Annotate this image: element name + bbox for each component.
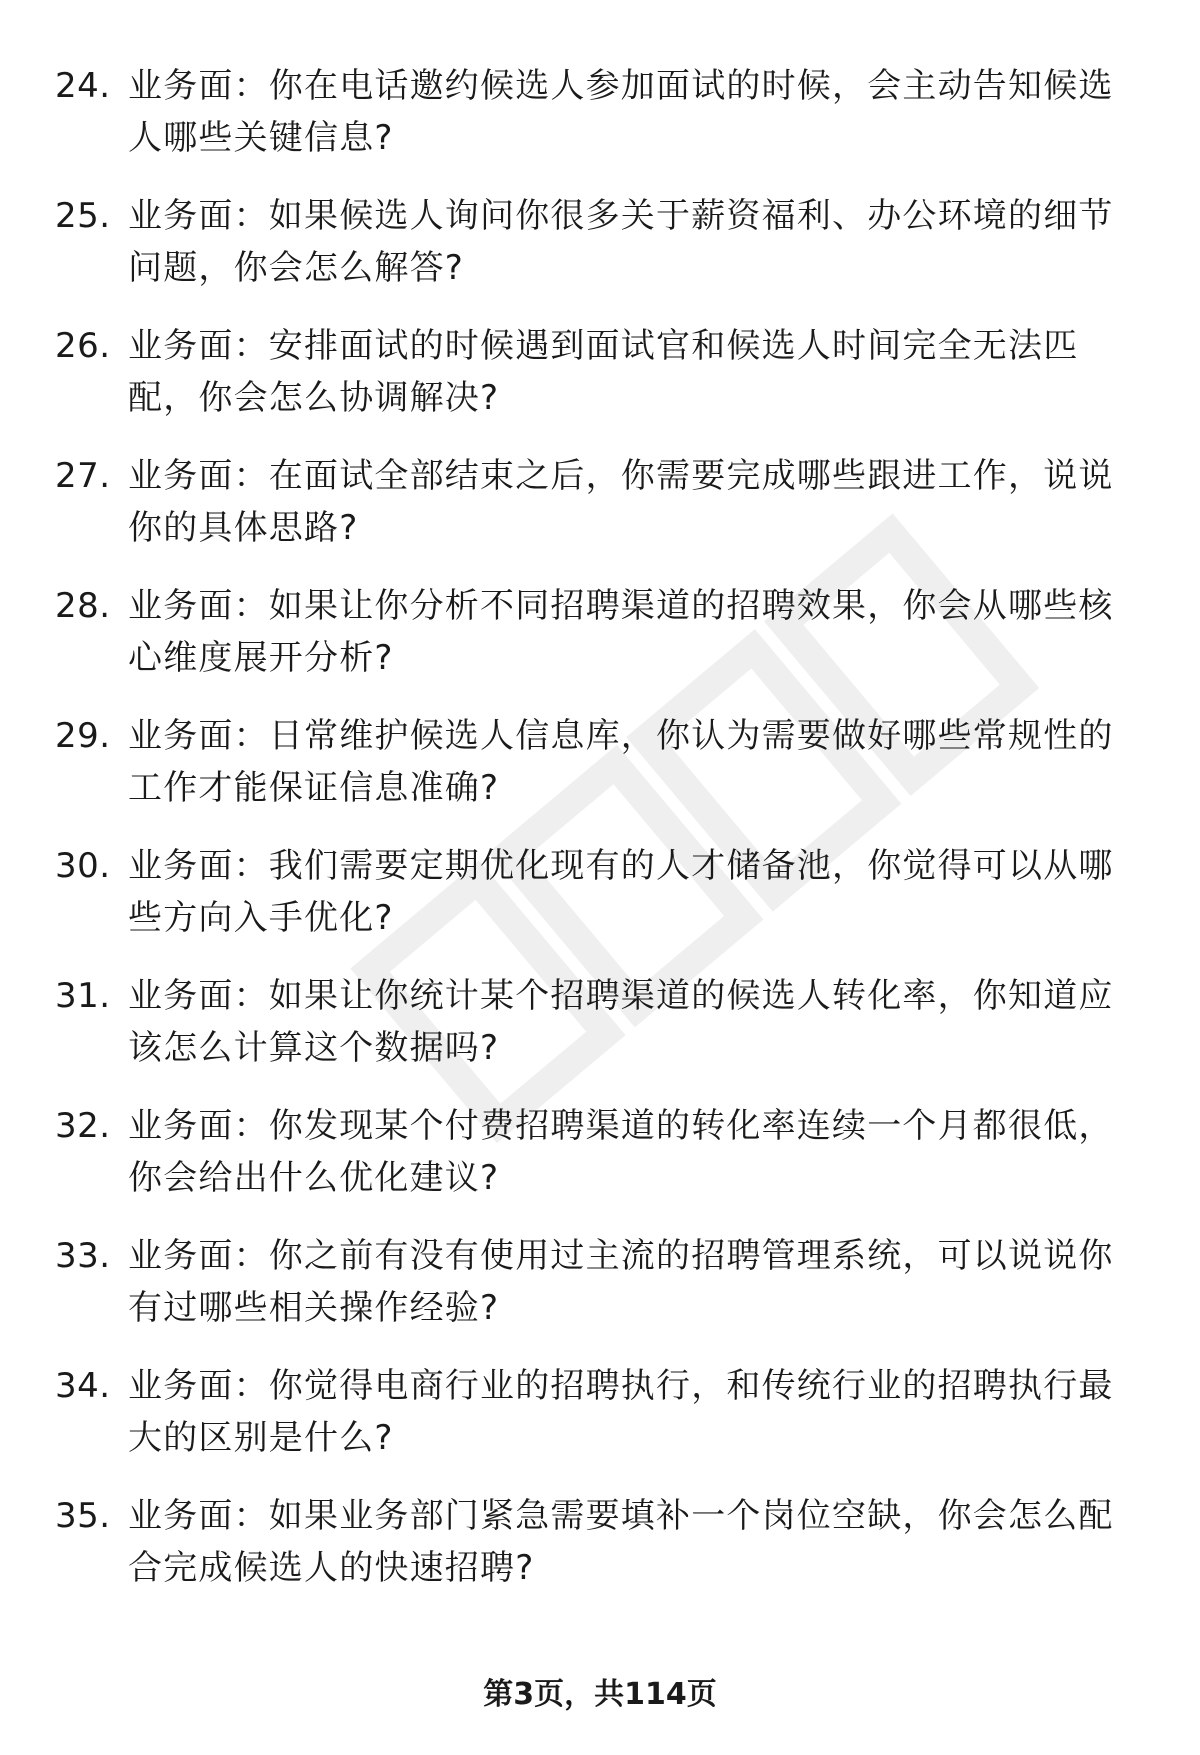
question-number: 24.	[55, 66, 111, 106]
question-text: 业务面：你觉得电商行业的招聘执行，和传统行业的招聘执行最大的区别是什么?	[128, 1366, 1114, 1458]
question-item	[0, 1230, 1200, 1360]
question-number: 26.	[55, 326, 111, 366]
question-text: 业务面：我们需要定期优化现有的人才储备池，你觉得可以从哪些方向入手优化?	[128, 846, 1114, 938]
question-text: 业务面：你在电话邀约候选人参加面试的时候，会主动告知候选人哪些关键信息?	[128, 66, 1114, 158]
question-number: 31.	[55, 976, 111, 1016]
question-number: 25.	[55, 196, 111, 236]
question-text: 业务面：你之前有没有使用过主流的招聘管理系统，可以说说你有过哪些相关操作经验?	[128, 1236, 1114, 1328]
question-text: 业务面：你发现某个付费招聘渠道的转化率连续一个月都很低，你会给出什么优化建议?	[128, 1106, 1114, 1198]
page-footer: 第3页，共114页	[483, 1677, 717, 1712]
question-item	[0, 190, 1200, 320]
question-text: 业务面：如果让你统计某个招聘渠道的候选人转化率，你知道应该怎么计算这个数据吗?	[128, 976, 1114, 1068]
question-text: 业务面：如果业务部门紧急需要填补一个岗位空缺，你会怎么配合完成候选人的快速招聘?	[128, 1496, 1114, 1588]
question-item	[0, 60, 1200, 190]
question-number: 35.	[55, 1496, 111, 1536]
question-number: 30.	[55, 846, 111, 886]
question-number: 32.	[55, 1106, 111, 1146]
question-item	[0, 450, 1200, 580]
question-item	[0, 580, 1200, 710]
question-item	[0, 970, 1200, 1100]
question-number: 27.	[55, 456, 111, 496]
question-number: 28.	[55, 586, 111, 626]
question-item	[0, 320, 1200, 450]
question-number: 29.	[55, 716, 111, 756]
question-number: 34.	[55, 1366, 111, 1406]
question-number: 33.	[55, 1236, 111, 1276]
question-text: 业务面：日常维护候选人信息库，你认为需要做好哪些常规性的工作才能保证信息准确?	[128, 716, 1114, 808]
question-list	[0, 60, 1200, 1620]
question-text: 业务面：在面试全部结束之后，你需要完成哪些跟进工作，说说你的具体思路?	[128, 456, 1114, 548]
question-text: 业务面：安排面试的时候遇到面试官和候选人时间完全无法匹配，你会怎么协调解决?	[128, 326, 1079, 418]
question-item	[0, 710, 1200, 840]
question-item	[0, 840, 1200, 970]
question-text: 业务面：如果候选人询问你很多关于薪资福利、办公环境的细节问题，你会怎么解答?	[128, 196, 1114, 288]
question-item	[0, 1100, 1200, 1230]
question-text: 业务面：如果让你分析不同招聘渠道的招聘效果，你会从哪些核心维度展开分析?	[128, 586, 1114, 678]
question-item	[0, 1360, 1200, 1490]
question-item	[0, 1490, 1200, 1620]
